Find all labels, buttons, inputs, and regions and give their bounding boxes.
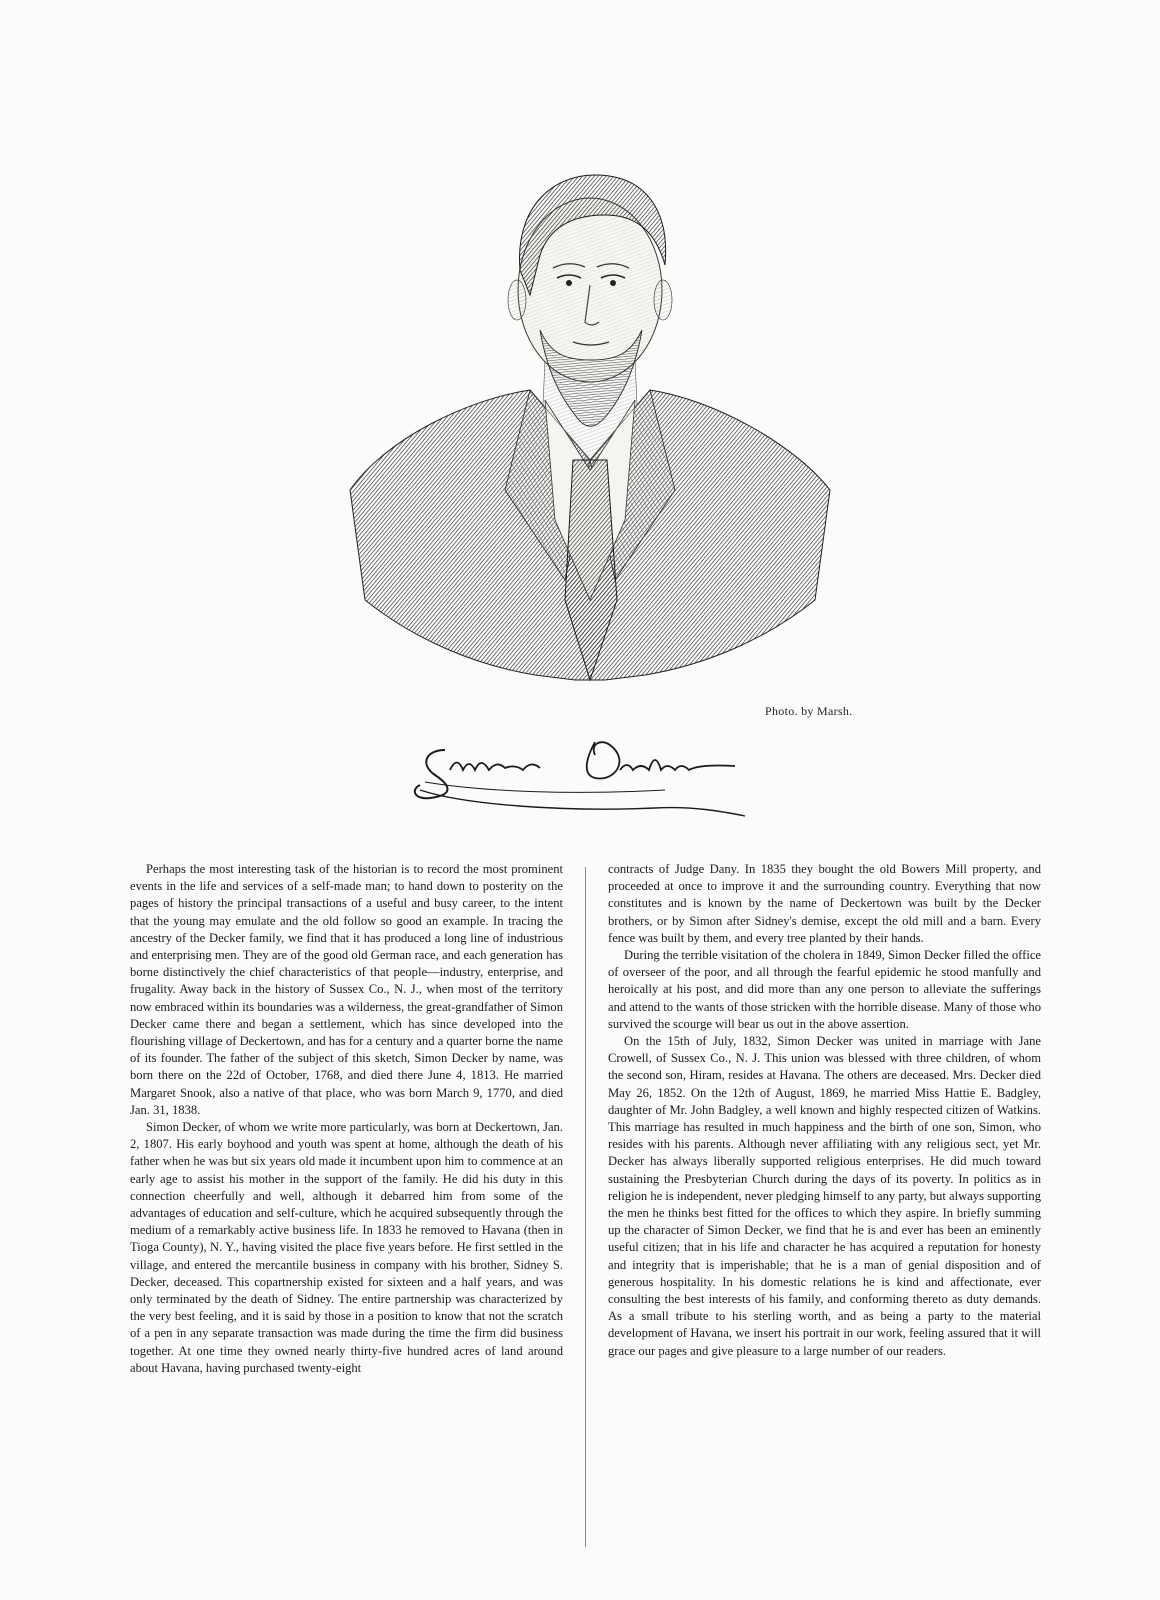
right-column <box>608 861 1041 1360</box>
paragraph: On the 15th of July, 1832, Simon Decker was united in marriage with Jane Crowell, of Sussex Co., N. J. This union was blessed with three children, of whom the second son, Hiram, resides at Havana. The others are deceased. Mrs. Decker died May 26, 1852. On the 12th of August, 1869, he married Miss Hattie E. Badgley, daughter of Mr. John Badgley, a well known and highly respected citizen of Watkins. This marriage has resulted in much happiness and the birth of one son, Simon, who resides with his parents. Although never affiliating with any religious sect, yet Mr. Decker has always liberally supported religious enterprises. He did much toward sustaining the Presbyterian Church during the days of its poverty. In politics as in religion he is independent, never pledging himself to any party, but always supporting the men he thinks best fitted for the offices to which they aspire. In briefly summing up the character of Simon Decker, we find that he is and ever has been an eminently useful citizen; that in his life and character he has acquired a reputation for honesty and integrity that is imperishable; that he is a man of genial disposition and of generous hospitality. In his domestic relations he is kind and affectionate, ever consulting the best interests of his family, and conforming thereto as duty demands. As a small tribute to his sterling worth, and as being a party to the material development of Havana, we insert his portrait in our work, feeling assured that it will grace our pages and give pleasure to a large number of our readers. <box>608 1034 1041 1358</box>
paragraph: During the terrible visitation of the cholera in 1849, Simon Decker filled the office of overseer of the poor, and all through the fearful epidemic he stood manfully and heroically at his post, and did more than any one person to alleviate the sufferings and attend to the wants of those stricken with the horrible disease. Many of those who survived the scourge will bear us out in the above assertion. <box>608 948 1041 1031</box>
photo-credit: Photo. by Marsh. <box>765 704 853 718</box>
paragraph: Perhaps the most interesting task of the historian is to record the most prominent events in the life and services of a self-made man; to hand down to posterity on the pages of history the principal transactions of a useful and busy career, to the intent that the young may emulate and the old follow so good an example. In tracing the ancestry of the Decker family, we find that it has produced a long line of industrious and enterprising men. They are of the good old German race, and each generation has borne distinctively the chief characteristics of that people—industry, enterprise, and frugality. Away back in the history of Sussex Co., N. J., when most of the territory now embraced within its boundaries was a wilderness, the great-grandfather of Simon Decker came there and began a settlement, which has since developed into the flourishing village of Deckertown, and has for a century and a quarter borne the name of its founder. The father of the subject of this sketch, Simon Decker by name, was born there on the 22d of October, 1768, and died there June 4, 1813. He married Margaret Snook, also a native of that place, who was born March 9, 1770, and died Jan. 31, 1838. <box>130 862 563 1117</box>
left-column <box>130 861 563 1377</box>
column-divider <box>585 867 586 1547</box>
portrait-engraving <box>345 160 835 700</box>
signature <box>405 720 765 820</box>
paragraph: Simon Decker, of whom we write more particularly, was born at Deckertown, Jan. 2, 1807. His early boyhood and youth was spent at home, although the death of his father when he was but six years old made it incumbent upon him to commence at an early age to assist his mother in the support of the family. He did his duty in this connection cheerfully and well, although it debarred him from some of the advantages of education and self-culture, which he acquired subsequently through the medium of a remarkably active business life. In 1833 he removed to Havana (then in Tioga County), N. Y., having visited the place five years before. He first settled in the village, and entered the mercantile business in company with his brother, Sidney S. Decker, deceased. This copartnership existed for sixteen and a half years, and was only terminated by the death of Sidney. The entire partnership was characterized by the very best feeling, and it is said by those in a position to know that not the scratch of a pen in any separate transaction was made during the time the firm did business together. At one time they owned nearly thirty-five hundred acres of land around about Havana, having purchased twenty-eight <box>130 1120 563 1375</box>
paragraph: contracts of Judge Dany. In 1835 they bought the old Bowers Mill property, and proceeded at once to improve it and the surrounding country. Everything that now constitutes and is known by the name of Deckertown was built by the Decker brothers, or by Simon after Sidney's demise, except the old mill and a barn. Every fence was built by them, and every tree planted by their hands. <box>608 862 1041 945</box>
article-body <box>130 861 1043 1551</box>
